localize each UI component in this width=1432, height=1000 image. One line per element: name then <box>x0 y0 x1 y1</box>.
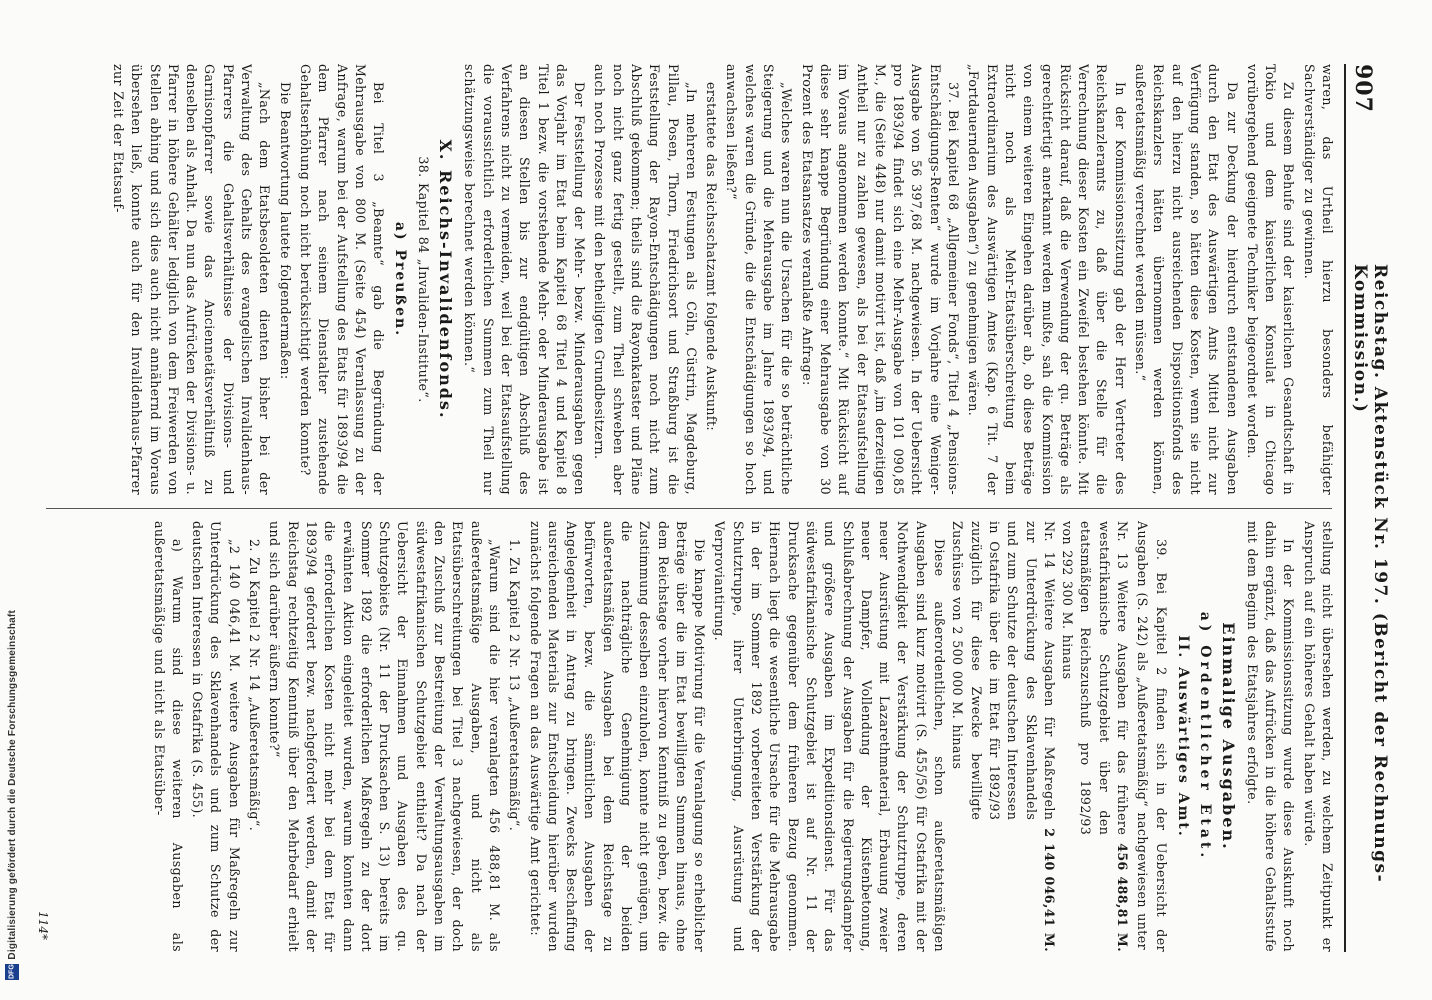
amount-label: Nr. 13 Weitere Ausgaben für das frühere westafrikanische Schutzgebiet über den etatsmäßigen Reichszuschuß pro 1892/93 von 292 300 M. hinaus <box>1060 521 1131 836</box>
amount-value: 456 488,81 M. <box>1115 843 1131 952</box>
digitization-credit <box>2 550 22 980</box>
right-column <box>46 521 1336 952</box>
heading-main: Einmalige Ausgaben. <box>1218 622 1238 851</box>
paragraph: Der Feststellung der Mehr- bezw. Minderausgaben gegen das Vorjahr im Etat beim Kapitel 68 Titel 4 und Kapitel 8 Titel 1 bezw. die vorstehende Mehr- oder Minderausgabe ist an diesen Stellen bis zur endgültigen Abschluß des Verfahrens nicht zu vermeiden, weil bei der Etatsaufstellung die voraussichtlich erforderlichen Summen zum Theil nur schätzungsweise berechnet werden können.“ <box>462 64 588 495</box>
page-number: 907 <box>1350 64 1376 113</box>
sheet-signature: 114* <box>36 911 50 940</box>
paragraph: In der Kommissionssitzung gab der Herr Vertreter des Reichskanzleramts zu, daß über die Stelle für die Verrechnung dieser Kosten ein Zweifel bestehen könnte. Mit Rücksicht darauf, daß die Verwendung der qu. Beträge als gerechtfertigt anerkannt werden mußte, sah die Kommission von einem weiteren Eingehen darüber ab, ob diese Beträge nicht noch als Mehr-Etatsüberschreitung beim Extraordinarium des Auswärtigen Amtes (Kap. 6 Tit. 7 der „Fortdauernden Ausgaben“) zu genehmigen wären. <box>966 64 1128 495</box>
column-divider <box>46 508 1332 509</box>
heading-section: II. Auswärtiges Amt. <box>1174 635 1191 838</box>
sub-item: 38. Kapitel 84 „Invaliden-Institute“. <box>415 156 431 403</box>
paragraph: 39. Bei Kapitel 2 finden sich in der Uebersicht der Ausgaben (S. 242) als „Außeretatsmäßig“ nachgewiesen unter <box>1135 521 1169 952</box>
paragraph: Diese außerordentlichen, schon außeretatsmäßigen Ausgaben sind kurz motivirt (S. 455/56) für Ostafrika mit der Nothwendigkeit der Verstärkung der Schutztruppe, deren neuer Ausrüstung mit Lazarethmaterial, Erbauung zweier neuer Dampfer, Vollendung der Küstenbetonung, Schlußabrechnung der Ausgaben für die Regierungsdampfer und größere Ausgaben im Expeditionsdienst. Für das südwestafrikanische Schutzgebiet ist auf Nr. 11 der Drucksache gegenüber dem früheren Bezug genommen. Hiernach liegt die wesentliche Ursache für die Mehrausgabe in der im Sommer 1892 vorbereiteten Verstärkung der Schutztruppe, ihrer Unterbringung, Ausrüstung und Verproviantirung. <box>712 521 948 952</box>
paragraph: Die Beantwortung lautete folgendermaßen: <box>277 82 293 380</box>
paragraph: Da zur Deckung der hierdurch entstandenen Ausgaben durch den Etat des Auswärtigen Amts Mittel nicht zur Verfügung standen, so hätten diese Kosten, wenn sie nicht auf den hierzu nicht ausreichenden Dispositionsfonds des Reichskanzlers hätten übernommen werden können, außeretatsmäßig verrechnet werden müssen.“ <box>1133 64 1240 495</box>
paragraph: In der Kommissionssitzung wurde diese Auskunft noch dahin ergänzt, daß das Aufrücken in die höhere Gehaltsstufe mit dem Beginn des Etatsjahres erfolgte. <box>1244 521 1297 952</box>
paragraph: Die knappe Motivirung für die Veranlagung so erheblicher Beträge über die im Etat bewilligten Summen hinaus, ohne dem Reichstage vorher hiervon Kenntniß zu geben, bezw. die Zustimmung desselben einzuholen, konnte nicht genügen, um die nachträgliche Genehmigung der beiden außeretatsmäßigen Ausgaben bei dem Reichstage zu befürworten, bezw. die sämmtlichen Ausgaben der Angelegenheit in Antrag zu bringen. Zwecks Beschaffung ausreichenden Materials zur Entscheidung hierüber wurden zunächst folgende Fragen an das Auswärtige Amt gerichtet: <box>527 521 708 952</box>
amount-label: Nr. 14 Weitere Ausgaben für Maßregeln zur Unterdrückung des Sklavenhandels und zum Schutze der deutschen Interessen in Ostafrika über die im Etat für 1892/93 zuzüglich für diese Zwecke bewilligte Zuschüsse von 2 500 000 M. hinaus <box>950 521 1057 821</box>
question: 2. Zu Kapitel 2 Nr. 14 „Außeretatsmäßig“. <box>247 539 263 832</box>
paragraph: erstattete das Reichsschatzamt folgende Auskunft: <box>704 82 720 432</box>
text-columns <box>46 64 1336 952</box>
section-heading: X. Reichs-Invalidenfonds. <box>436 139 456 420</box>
dfg-logo-icon: DFG <box>5 964 19 980</box>
amount-row <box>1058 521 1131 952</box>
paragraph: stellung nicht übersehen werden, zu welchem Zeitpunkt er Anspruch auf ein höheres Gehalt haben würde. <box>1301 521 1335 952</box>
running-title: Reichstag. Aktenstück Nr. 197. (Bericht der Rechnungs-Kommission.) <box>1350 264 1390 884</box>
digitization-credit-text: Digitalisierung gefördert durch die Deutsche Forschungsgemeinschaft <box>6 610 18 960</box>
amount-row <box>948 521 1058 952</box>
sub-heading: a) Preußen. <box>392 221 409 338</box>
heading-sub: a) Ordentlicher Etat. <box>1197 611 1214 862</box>
question: 1. Zu Kapitel 2 Nr. 13 „Außeretatsmäßig“. <box>507 539 523 832</box>
paragraph: Zu diesem Behufe sind der kaiserlichen Gesandtschaft in Tokio und dem kaiserlichen Konsulat in Chicago vorübergehend geeignete Techniker beigeordnet worden. <box>1244 64 1297 495</box>
question: „Warum sind die hier veranlagten 456 488,81 M. als außeretatsmäßige Ausgaben, und nicht als Etatsüberschreitungen bei Titel 3 nachgewiesen, der doch den Zuschuß zur Bestreitung der Verwaltungsausgaben im südwestafrikanischen Schutzgebiet enthielt? Da nach der Uebersicht der Einnahmen und Ausgaben des qu. Schutzgebiets (Nr. 11 der Drucksachen S. 13) bereits im Sommer 1892 die erforderlichen Maßregeln zu der dort erwähnten Aktion eingeleitet wurden, warum konnten dann die erforderlichen Kosten nicht mehr bei dem Etat für 1893/94 gefordert bezw. nachgefordert werden, damit der Reichstag rechtzeitig Kenntniß über den Mehrbedarf erhielt und sich darüber äußern konnte?“ <box>267 521 502 952</box>
paragraph: „In mehreren Festungen als Cöln, Cüstrin, Magdeburg, Pillau, Posen, Thorn, Friedrichsort und Straßburg ist die Feststellung der Rayon-Entschädigungen noch nicht zum Abschluß gekommen; theils sind die Rayonkataster und Pläne noch nicht ganz fertig gestellt, zum Theil schweben aber auch noch Prozesse mit den betheiligten Grundbesitzern. <box>592 64 699 495</box>
question: „2 140 046,41 M. weitere Ausgaben für Maßregeln zur Unterdrückung des Sklavenhandels und zum Schutze der deutschen Interessen in Ostafrika (S. 455). <box>190 521 242 952</box>
amount-value: 2 140 046,41 M. <box>1041 828 1057 952</box>
paragraph: „Nach dem Etatsbesoldeten dienten bisher bei der Verwaltung des Gehalts des evangelischen Invalidenhaus-Pfarrers die Gehaltsverhältnisse der Divisions- und Garnisonpfarrer sowie das Anciennetätsverhältniß zu denselben als Anhalt. Da nun das Aufrücken der Divisions- u. Pfarrer in höhere Gehälter lediglich von dem Freiwerden von Stellen abhing und sich dies auch nicht annähernd im Voraus übersehen ließ, konnte auch für den Invalidenhaus-Pfarrer zur Zeit der Etatsauf- <box>111 64 273 495</box>
question: a) Warum sind diese weiteren Ausgaben als außeretatsmäßige und nicht als Etatsüber- <box>151 521 185 952</box>
page-header <box>1344 64 1390 952</box>
paragraph: Bei Titel 3 „Beamte“ gab die Begründung der Mehrausgabe von 800 M. (Seite 454) Veranlassung zu der Anfrage, warum bei der Aufstellung des Etats für 1893/94 die dem Pfarrer nach seinem Dienstalter zustehende Gehaltserhöhung noch nicht berücksichtigt werden konnte? <box>297 64 387 495</box>
paragraph: waren, das Urtheil hierzu besonders befähigter Sachverständiger zu gewinnen. <box>1301 64 1335 495</box>
paragraph: „Welches waren nun die Ursachen für die so beträchtliche Steigerung und die Mehrausgabe im Jahre 1893/94, und welches waren die Gründe, die die Entschädigungen so hoch anwachsen ließen?“ <box>724 64 795 495</box>
paragraph: 37. Bei Kapitel 68 „Allgemeiner Fonds“, Titel 4 „Pensions-Entschädigungs-Renten“ wurde im Vorjahre eine Weniger-Ausgabe von 56 397,68 M. nachgewiesen. In der Uebersicht pro 1893/94 findet sich eine Mehr-Ausgabe von 101 090,85 M., die (Seite 448) nur damit motivirt ist, daß „im derzeitigen Antheil nur zu zahlen gewesen, als bei der Etatsaufstellung im Voraus angenommen werden konnte.“ Mit Rücksicht auf diese sehr knappe Begründung einer Mehrausgabe von 30 Prozent des Etatsansatzes veranlaßte Anfrage: <box>799 64 962 495</box>
left-column <box>46 64 1336 495</box>
